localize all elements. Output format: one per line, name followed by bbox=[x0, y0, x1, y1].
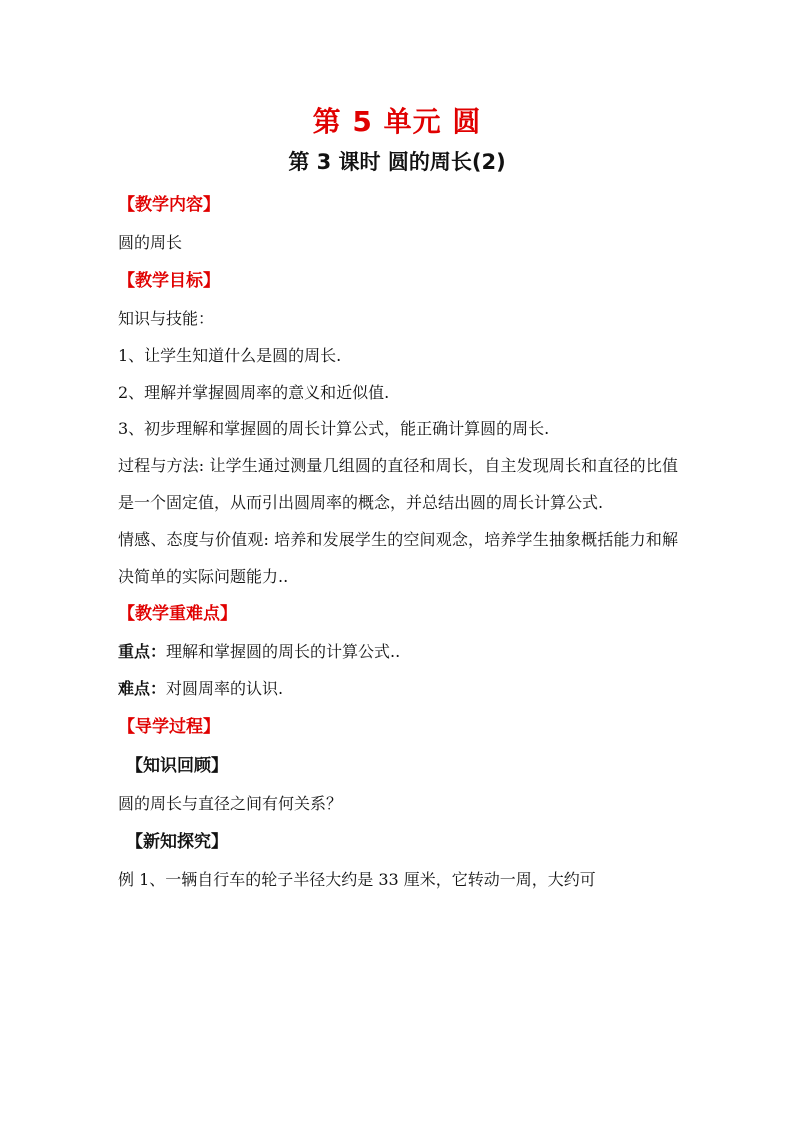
goals-intro: 知识与技能： bbox=[118, 308, 215, 328]
key-point-text: 理解和掌握圆的周长的计算公式.. bbox=[166, 642, 401, 662]
difficult-point-line bbox=[118, 671, 678, 708]
goal-item-3: 3、初步理解和掌握圆的周长计算公式，能正确计算圆的周长. bbox=[118, 419, 550, 439]
heading-teaching-content: 【教学内容】 bbox=[118, 195, 220, 215]
heading-new-knowledge: 【新知探究】 bbox=[126, 832, 228, 853]
goal-process-method: 过程与方法: 让学生通过测量几组圆的直径和周长，自主发现周长和直径的比值是一个固定值，从而引出圆周率的概念，并总结出圆的周长计算公式. bbox=[118, 456, 678, 512]
difficult-point-text: 对圆周率的认识. bbox=[166, 679, 284, 699]
key-point-label: 重点： bbox=[118, 642, 167, 662]
lesson-subtitle: 第 3 课时 圆的周长(2) bbox=[288, 150, 506, 174]
page-title: 第 5 单元 圆 bbox=[312, 105, 482, 138]
heading-key-difficult-points: 【教学重难点】 bbox=[118, 604, 237, 625]
teaching-content-text: 圆的周长 bbox=[118, 233, 183, 253]
heading-knowledge-review: 【知识回顾】 bbox=[126, 756, 228, 777]
key-point-line bbox=[118, 634, 678, 671]
document-body bbox=[118, 186, 678, 899]
heading-teaching-goals: 【教学目标】 bbox=[118, 270, 220, 291]
difficult-point-label: 难点： bbox=[118, 679, 167, 699]
goal-item-1: 1、让学生知道什么是圆的周长. bbox=[118, 345, 342, 365]
example-1-text: 例 1、一辆自行车的轮子半径大约是 33 厘米，它转动一周，大约可 bbox=[118, 870, 596, 890]
goal-item-2: 2、理解并掌握圆周率的意义和近似值. bbox=[118, 382, 390, 402]
goal-attitude-values: 情感、态度与价值观: 培养和发展学生的空间观念，培养学生抽象概括能力和解决简单的实际问题能力.. bbox=[118, 529, 678, 586]
review-question: 圆的周长与直径之间有何关系？ bbox=[118, 794, 343, 814]
heading-guided-process: 【导学过程】 bbox=[118, 717, 220, 738]
